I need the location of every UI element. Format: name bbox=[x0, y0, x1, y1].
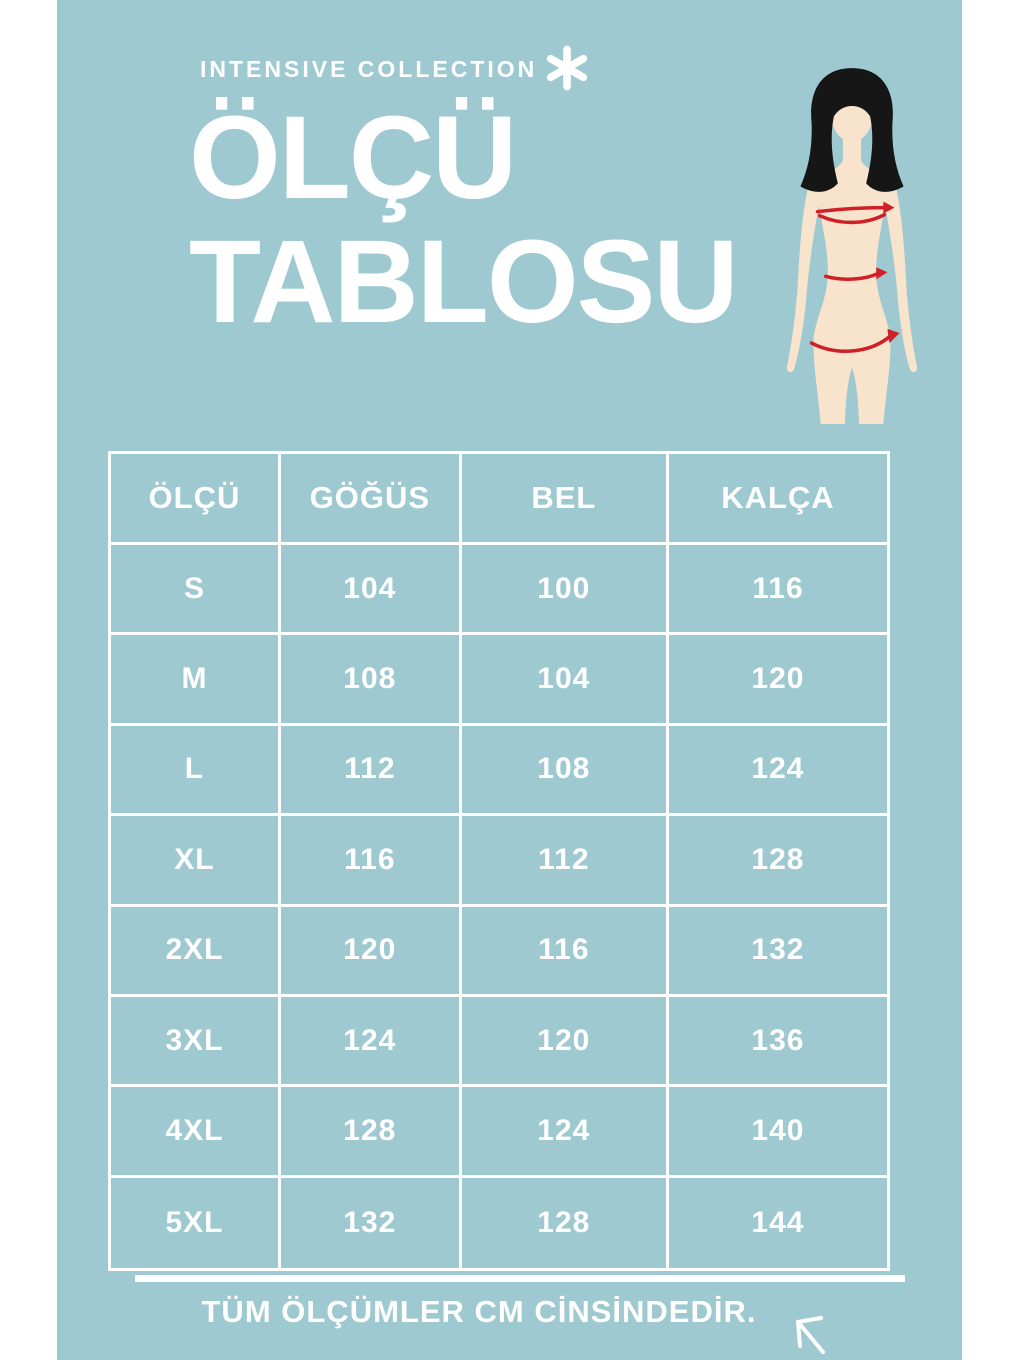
table-cell: 108 bbox=[281, 635, 462, 725]
size-table bbox=[108, 451, 890, 1271]
table-cell: 108 bbox=[462, 726, 669, 816]
table-cell: 128 bbox=[281, 1087, 462, 1177]
table-header-cell: ÖLÇÜ bbox=[111, 454, 281, 545]
table-cell: L bbox=[111, 726, 281, 816]
table-cell: 120 bbox=[669, 635, 887, 725]
title-line-1: ÖLÇÜ bbox=[189, 92, 516, 224]
woman-body-icon bbox=[770, 62, 934, 426]
table-cell: 124 bbox=[669, 726, 887, 816]
table-cell: 132 bbox=[281, 1178, 462, 1268]
table-cell: 140 bbox=[669, 1087, 887, 1177]
table-header-cell: GÖĞÜS bbox=[281, 454, 462, 545]
table-cell: 132 bbox=[669, 907, 887, 997]
asterisk-icon bbox=[543, 44, 591, 92]
table-cell: 120 bbox=[281, 907, 462, 997]
table-cell: 124 bbox=[281, 997, 462, 1087]
table-cell: 116 bbox=[281, 816, 462, 906]
table-cell: 112 bbox=[281, 726, 462, 816]
table-header-cell: KALÇA bbox=[669, 454, 887, 545]
table-header-cell: BEL bbox=[462, 454, 669, 545]
table-cell: 2XL bbox=[111, 907, 281, 997]
footnote: TÜM ÖLÇÜMLER CM CİNSİNDEDİR. bbox=[201, 1294, 757, 1329]
table-cell: 128 bbox=[669, 816, 887, 906]
table-cell: 100 bbox=[462, 545, 669, 635]
title-line-2: TABLOSU bbox=[189, 216, 737, 348]
table-cell: 104 bbox=[462, 635, 669, 725]
table-bottom-sketch-line bbox=[135, 1275, 905, 1282]
table-cell: 120 bbox=[462, 997, 669, 1087]
table-cell: 136 bbox=[669, 997, 887, 1087]
table-cell: 112 bbox=[462, 816, 669, 906]
table-cell: 144 bbox=[751, 1205, 805, 1239]
up-left-arrow-icon bbox=[790, 1310, 838, 1358]
table-cell: 4XL bbox=[111, 1087, 281, 1177]
table-cell: S bbox=[111, 545, 281, 635]
table-cell: M bbox=[111, 635, 281, 725]
size-chart-panel bbox=[57, 0, 962, 1360]
brand-text: INTENSIVE COLLECTION bbox=[200, 56, 538, 82]
table-cell: XL bbox=[111, 816, 281, 906]
table-cell: 104 bbox=[281, 545, 462, 635]
table-cell: 124 bbox=[462, 1087, 669, 1177]
table-cell: 128 bbox=[462, 1178, 669, 1268]
table-cell: 5XL bbox=[111, 1178, 281, 1268]
table-cell: 116 bbox=[669, 545, 887, 635]
table-cell: 3XL bbox=[111, 997, 281, 1087]
woman-figure-illustration bbox=[770, 62, 934, 426]
table-cell: 116 bbox=[462, 907, 669, 997]
page-title bbox=[189, 92, 737, 348]
